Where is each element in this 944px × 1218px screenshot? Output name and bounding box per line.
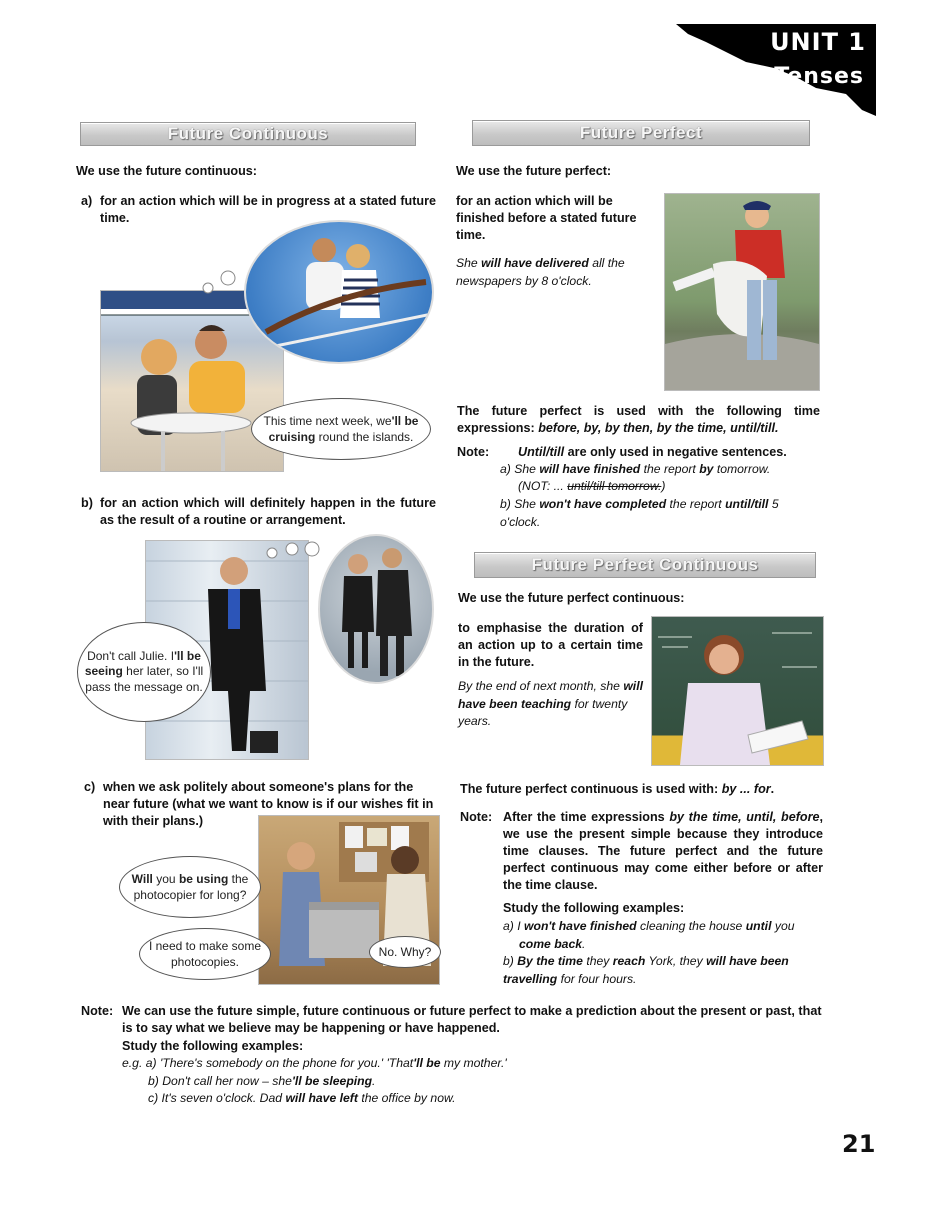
speech-bubble-cruising: This time next week, we'll be cruising round the islands.	[251, 398, 431, 460]
thought-dots-b	[262, 540, 322, 562]
fpc-intro: We use the future perfect continuous:	[458, 591, 685, 605]
couple-walking-bubble-photo	[318, 534, 434, 684]
fp-text: for an action which will be finished before a stated future time.	[456, 194, 637, 242]
future-perfect-continuous-header: Future Perfect Continuous	[474, 552, 816, 578]
fc-b-marker: b)	[81, 496, 93, 510]
fc-c-text: when we ask politely about someone's plans for the near future (what we want to know is if our wishes fit in with their plans.)	[103, 780, 434, 828]
fp-time-expressions: The future perfect is used with the following time expressions: before, by, by then, by the time, until/till.	[457, 404, 820, 435]
fpc-used-with: The future perfect continuous is used with: by ... for.	[460, 782, 775, 796]
fc-a-text: for an action which will be in progress at a stated future time.	[100, 194, 436, 225]
speech-bubble-no-why: No. Why?	[369, 936, 441, 968]
speech-bubble-photocopies: I need to make some photocopies.	[139, 928, 271, 980]
fpc-example-b: b) By the time they reach York, they will have been travelling for four hours.	[503, 954, 789, 986]
bottom-example-b: b) Don't call her now – she'll be sleeping.	[148, 1074, 376, 1088]
fpc-example: By the end of next month, she will have been teaching for twenty years.	[458, 679, 643, 728]
speech-bubble-seeing: Don't call Julie. I'll be seeing her later, so I'll pass the message on.	[77, 622, 211, 722]
fpc-note-label: Note:	[460, 810, 493, 824]
fc-intro: We use the future continuous:	[76, 164, 257, 178]
fp-note-example-b: b) She won't have completed the report until/till 5 o'clock.	[500, 497, 779, 529]
page-number: 21	[842, 1130, 876, 1158]
fp-example: She will have delivered all the newspapers by 8 o'clock.	[456, 256, 625, 288]
bottom-example-c: c) It's seven o'clock. Dad will have left the office by now.	[148, 1091, 456, 1105]
fp-note-text: Until/till are only used in negative sentences.	[518, 445, 787, 459]
fp-note-example-a: a) She will have finished the report by tomorrow.	[500, 462, 771, 476]
bottom-note-label: Note:	[81, 1004, 114, 1018]
fp-note-label: Note:	[457, 445, 490, 459]
fc-b-text: for an action which will definitely happen in the future as the result of a routine or arrangement.	[100, 496, 436, 527]
thought-dots-a	[200, 268, 240, 298]
future-perfect-header: Future Perfect	[472, 120, 810, 146]
bottom-example-a: e.g. a) 'There's somebody on the phone for you.' 'That'll be my mother.'	[122, 1056, 507, 1070]
fp-note-not: (NOT: ... until/till tomorrow.)	[518, 479, 666, 493]
cruise-couple-bubble-photo	[244, 220, 434, 364]
speech-bubble-photocopier: Will you be using the photocopier for long?	[119, 856, 261, 918]
fc-a-marker: a)	[81, 194, 93, 208]
fc-c-marker: c)	[84, 780, 96, 794]
fpc-text: to emphasise the duration of an action up to a certain time in the future.	[458, 621, 643, 669]
unit-title: Tenses	[774, 64, 864, 89]
fpc-example-a: a) I won't have finished cleaning the house until you come back.	[503, 919, 795, 951]
fpc-study: Study the following examples:	[503, 901, 685, 915]
fpc-note-text: After the time expressions by the time, until, before, we use the present simple because they introduce time clauses. The future perfect and the future perfect continuous may come either before or after the time clause.	[503, 810, 824, 892]
teacher-photo	[651, 616, 824, 766]
newspaper-girl-photo	[664, 193, 820, 391]
future-continuous-header: Future Continuous	[80, 122, 416, 146]
bottom-note-text: We can use the future simple, future continuous or future perfect to make a prediction about the present or past, that is to say what we believe may be happening or have happened.	[122, 1004, 822, 1035]
bottom-note-study: Study the following examples:	[122, 1039, 304, 1053]
unit-number: UNIT 1	[770, 28, 866, 56]
fp-intro: We use the future perfect:	[456, 164, 612, 178]
unit-tab	[676, 24, 876, 116]
